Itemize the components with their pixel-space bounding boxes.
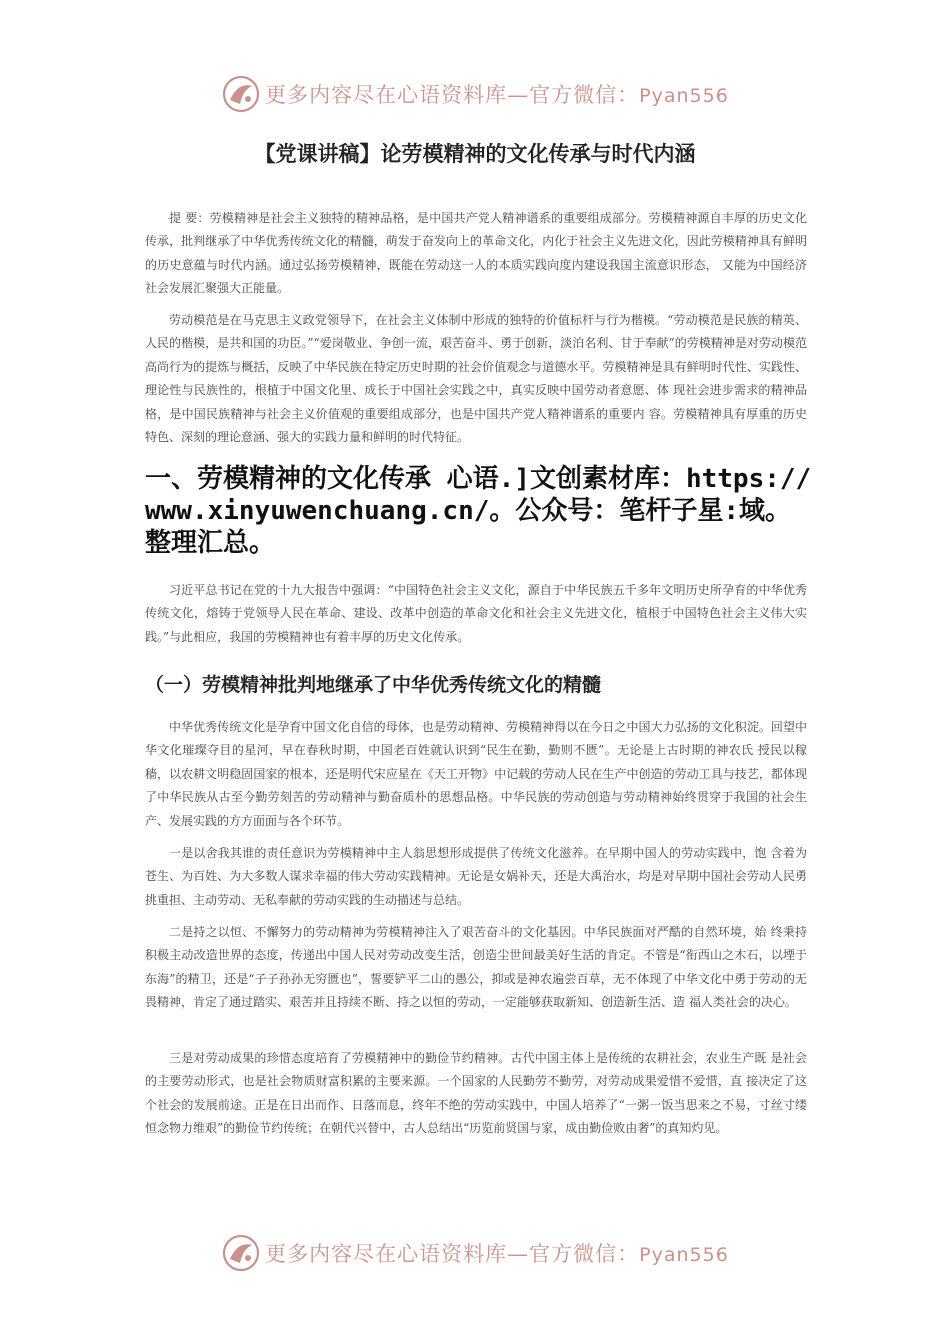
footer-banner (0, 1231, 950, 1275)
subsection1-paragraph-3: 二是持之以恒、不懈努力的劳动精神为劳模精神注入了艰苦奋斗的文化基因。中华民族面对严酷的自然环境，始 终秉持积极主动改造世界的态度，传递出中国人民对劳动改变生活，创造尘世间最美好生活的肯定。不管是“衔西山之木石，以堙于东海”的精卫，还是“子子孙孙无穷匮也”，誓要铲平二山的愚公，抑或是神农遍尝百草，无不体现了中华文化中勇于劳动的无畏精神，肯定了通过踏实、艰苦并且持续不断、持之以恒的劳动，一定能够获取新知、创造新生活、造 福人类社会的决心。 (145, 925, 807, 1010)
subsection-heading-1: （一）劳模精神批判地继承了中华优秀传统文化的精髓 (145, 674, 602, 696)
subsection1-paragraph-1: 中华优秀传统文化是孕育中国文化自信的母体，也是劳动精神、劳模精神得以在今日之中国大力弘扬的文化积淀。回望中华文化璀璨夺目的星河，早在春秋时期，中国老百姓就认识到“民生在勤，勤则不匮”。无论是上古时期的神农氏 授民以稼穑，以农耕文明稳固国家的根本，还是明代宋应星在《天工开物》中记载的劳动人民在生产中创造的劳动工具与技艺，都体现了中华民族从古至今勤劳刻苦的劳动精神与勤奋质朴的思想品格。中华民族的劳动创造与劳动精神始终贯穿于我国的社会生产、发展实践的方方面面与各个环节。 (145, 720, 807, 828)
abstract-paragraph: 提 要：劳模精神是社会主义独特的精神品格，是中国共产党人精神谱系的重要组成部分。劳模精神源自丰厚的历史文化传承，批判继承了中华优秀传统文化的精髓，萌发于奋发向上的革命文化，内化于社会主义先进文化，因此劳模精神具有鲜明的历史意蕴与时代内涵。通过弘扬劳模精神，既能在劳动这一人的本质实践向度内建设我国主流意识形态， 又能为中国经济社会发展汇聚强大正能量。 (145, 211, 807, 296)
intro-paragraph: 劳动模范是在马克思主义政党领导下，在社会主义体制中形成的独特的价值标杆与行为楷模。“劳动模范是民族的精英、人民的楷模，是共和国的功臣。”“爱岗敬业、争创一流，艰苦奋斗、勇于创新，淡泊名利、甘于奉献”的劳模精神是对劳动模范高尚行为的提炼与概括，反映了中华民族在特定历史时期的社会价值观念与道德水平。劳模精神是具有鲜明时代性、实践性、理论性与民族性的，根植于中国文化里、成长于中国社会实践之中，真实反映中国劳动者意愿、体 现社会进步需求的精神品格，是中国民族精神与社会主义价值观的重要组成部分，也是中国共产党人精神谱系的重要内 容。劳模精神具有厚重的历史特色、深刻的理论意涵、强大的实践力量和鲜明的时代特征。 (145, 313, 807, 445)
header-banner (0, 72, 950, 116)
document-title: 【党课讲稿】论劳模精神的文化传承与时代内涵 (254, 142, 696, 166)
banner-text: 更多内容尽在心语资料库—官方微信：Pyan556 (265, 1242, 729, 1266)
brand-logo-icon (221, 1233, 261, 1273)
subsection1-paragraph-2: 一是以舍我其谁的责任意识为劳模精神中主人翁思想形成提供了传统文化滋养。在早期中国人的劳动实践中，饱 含着为苍生、为百姓、为大多数人谋求幸福的伟大劳动实践精神。无论是女娲补天，还是大禹治水，均是对早期中国社会劳动人民勇挑重担、主动劳动、无私奉献的劳动实践的生动描述与总结。 (145, 846, 807, 907)
subsection1-paragraph-4: 三是对劳动成果的珍惜态度培育了劳模精神中的勤俭节约精神。古代中国主体上是传统的农耕社会，农业生产既 是社会的主要劳动形式，也是社会物质财富积累的主要来源。一个国家的人民勤劳不勤劳，对劳动成果爱惜不爱惜，直 接决定了这个社会的发展前途。正是在日出而作、日落而息，终年不绝的劳动实践中，中国人培养了“一粥一饭当思来之不易，寸丝寸缕恒念物力维艰”的勤俭节约传统；在朝代兴替中，古人总结出“历览前贤国与家，成由勤俭败由奢”的真知灼见。 (145, 1051, 807, 1136)
section-heading-1: 一、劳模精神的文化传承 心语.]文创素材库：https://www.xinyuwenchuang.cn/。公众号：笔杆子星:域。整理汇总。 (145, 464, 812, 558)
brand-logo-icon (221, 74, 261, 114)
section1-paragraph-1: 习近平总书记在党的十九大报告中强调：“中国特色社会主义文化，源自于中华民族五千多年文明历史所孕育的中华优秀传统文化，熔铸于党领导人民在革命、建设、改革中创造的革命文化和社会主义先进文化，植根于中国特色社会主义伟大实践。”与此相应，我国的劳模精神也有着丰厚的历史文化传承。 (145, 583, 807, 644)
banner-text: 更多内容尽在心语资料库—官方微信：Pyan556 (265, 83, 729, 107)
